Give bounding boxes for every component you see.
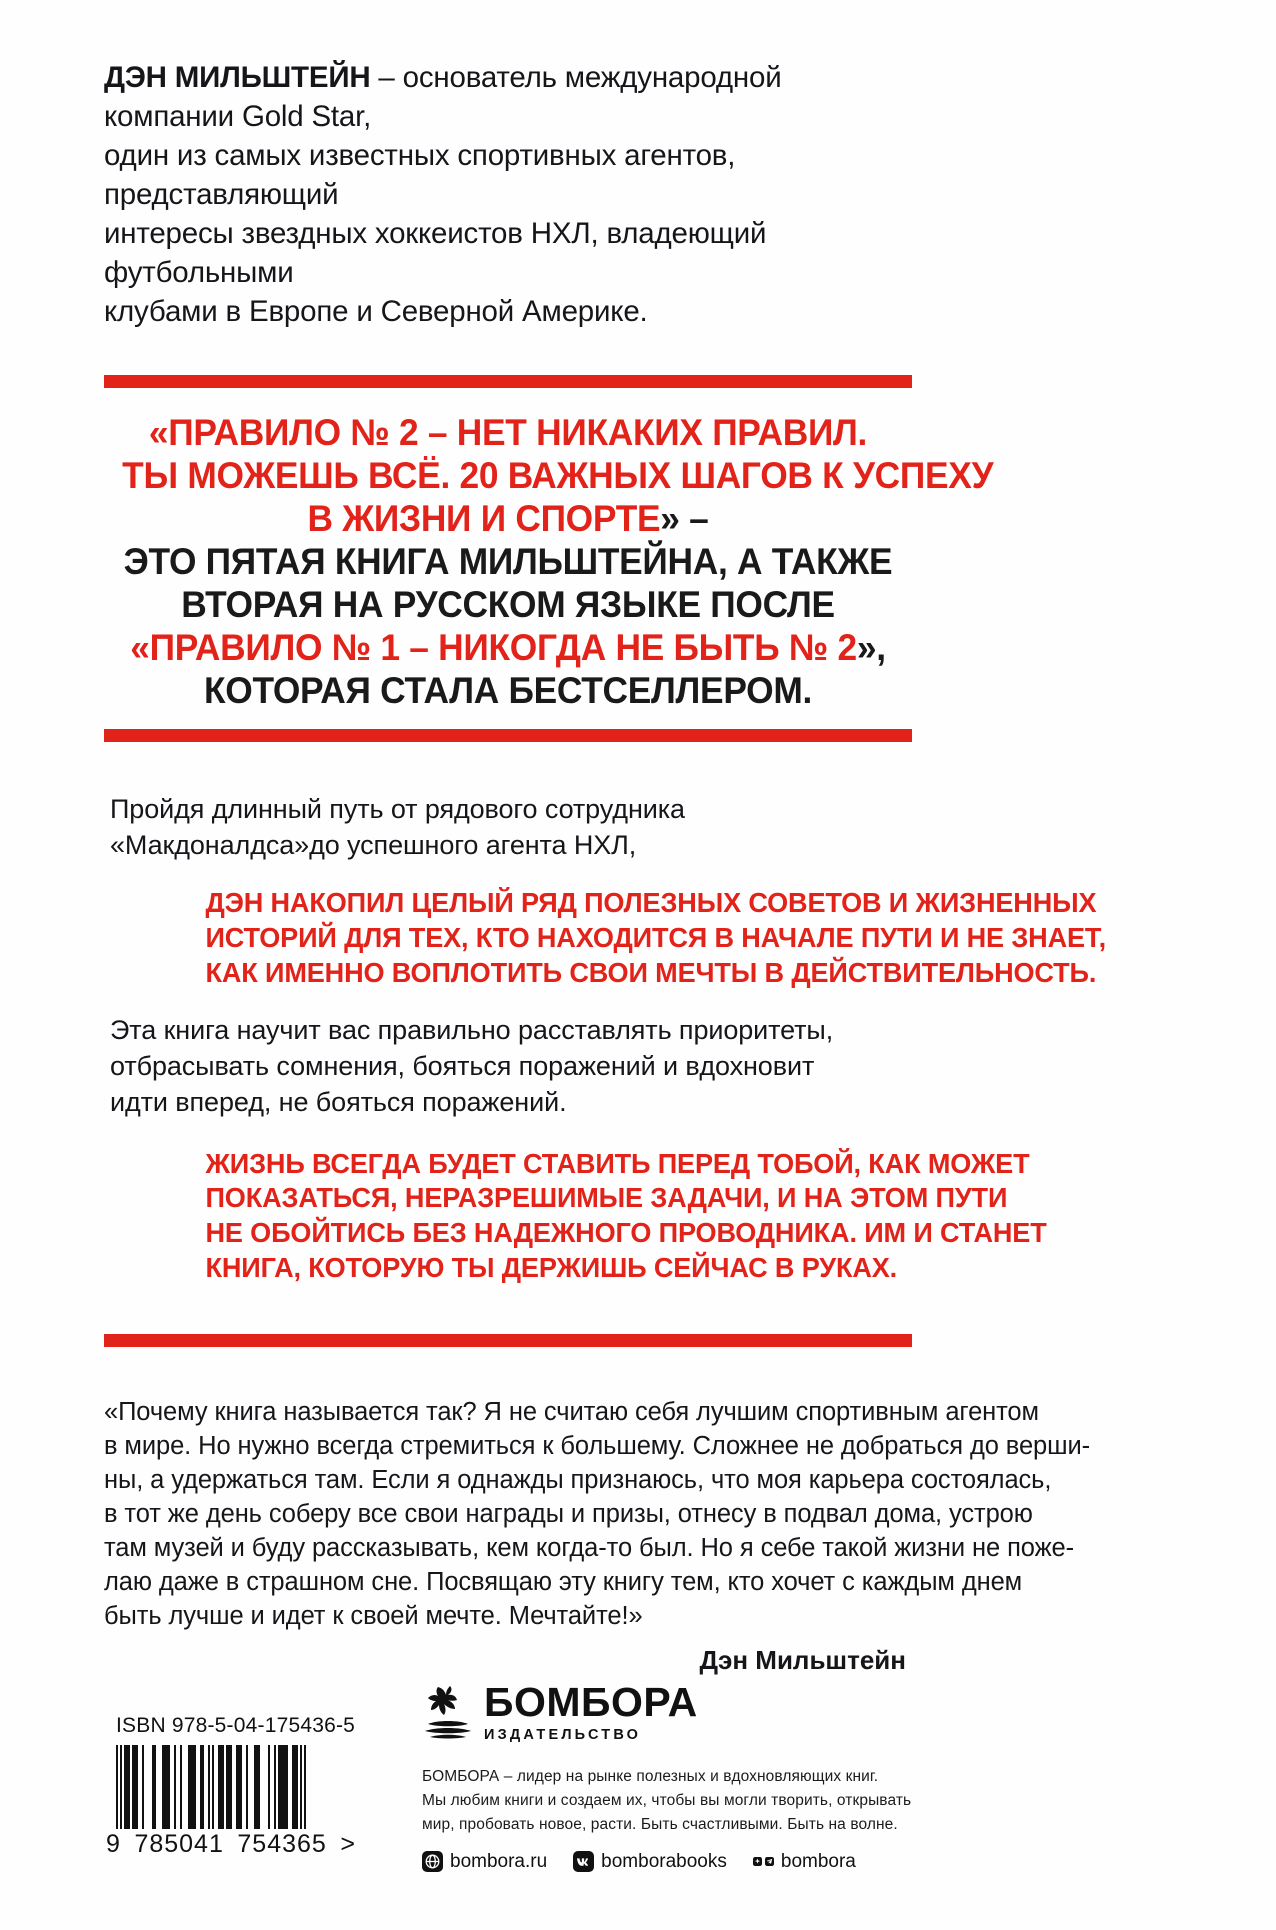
isbn-label: ISBN 978-5-04-175436-5	[116, 1714, 356, 1737]
publisher-blurb-line-2: Мы любим книги и создаем их, чтобы вы могли творить, открывать	[422, 1791, 912, 1809]
vk-icon	[573, 1851, 594, 1872]
barcode-area	[104, 1672, 364, 1859]
barcode-digit-group-3: 754365	[237, 1830, 327, 1858]
headline-block	[122, 411, 994, 713]
globe-icon	[422, 1851, 443, 1872]
body-paragraph-2-line-1: Эта книга научит вас правильно расставлять приоритеты,	[110, 1014, 834, 1045]
publisher-blurb-line-3: мир, пробовать новое, расти. Быть счастливыми. Быть на волне.	[422, 1815, 898, 1833]
barcode-digit-group-4: >	[340, 1830, 356, 1858]
intro-line-4: клубами в Европе и Северной Америке.	[104, 295, 648, 329]
quote-line-1: «Почему книга называется так? Я не считаю себя лучшим спортивным агентом	[104, 1398, 1039, 1427]
headline-line-1: «ПРАВИЛО № 2 – НЕТ НИКАКИХ ПРАВИЛ.	[148, 411, 868, 453]
publisher-area	[422, 1672, 922, 1873]
middle-section	[104, 792, 1106, 1286]
intro-line-3: интересы звездных хоккеистов НХЛ, владеющий футбольными	[104, 217, 767, 290]
barcode-digit-group-2: 785041	[134, 1830, 224, 1858]
body-paragraph-2	[104, 1013, 912, 1121]
body-paragraph-1-line-1: Пройдя длинный путь от рядового сотрудника	[110, 794, 685, 825]
quote-line-4: в тот же день соберу все свои награды и призы, отнесу в подвал дома, устрою	[104, 1500, 1033, 1529]
intro-line-1: – основатель международной компании Gold Star,	[104, 61, 782, 134]
bombora-mark-icon	[422, 1684, 474, 1740]
author-intro-paragraph	[104, 58, 912, 332]
red-callout-2	[104, 1147, 1047, 1287]
intro-line-2: один из самых известных спортивных агентов, представляющий	[104, 139, 736, 212]
headline-line-3-red: В ЖИЗНИ И СПОРТЕ	[307, 497, 661, 539]
publisher-subtitle: ИЗДАТЕЛЬСТВО	[484, 1727, 642, 1743]
headline-line-6	[122, 626, 894, 669]
publisher-logo-row	[422, 1679, 922, 1743]
red-callout-1-line-1: ДЭН НАКОПИЛ ЦЕЛЫЙ РЯД ПОЛЕЗНЫХ СОВЕТОВ И ЖИЗНЕННЫХ	[205, 887, 1097, 919]
headline-line-3	[122, 497, 894, 540]
red-callout-2-line-4: КНИГА, КОТОРУЮ ТЫ ДЕРЖИШЬ СЕЙЧАС В РУКАХ.	[205, 1252, 898, 1284]
headline-line-3-black: » –	[660, 497, 709, 539]
publisher-blurb	[422, 1765, 922, 1837]
headline-line-7: КОТОРАЯ СТАЛА БЕСТСЕЛЛЕРОМ.	[203, 670, 813, 712]
red-callout-2-line-3: НЕ ОБОЙТИСЬ БЕЗ НАДЕЖНОГО ПРОВОДНИКА. ИМ И СТАНЕТ	[205, 1217, 1047, 1249]
quote-line-2: в мире. Но нужно всегда стремиться к большему. Сложнее не добраться до верши-	[104, 1432, 1091, 1461]
social-link-website[interactable]	[422, 1851, 547, 1873]
quote-signature: Дэн Мильштейн	[699, 1645, 906, 1676]
author-quote	[104, 1395, 1091, 1633]
quote-line-6: лаю даже в страшном сне. Посвящаю эту книгу тем, кто хочет с каждым днем	[104, 1568, 1023, 1597]
headline-line-4: ЭТО ПЯТАЯ КНИГА МИЛЬШТЕЙНА, А ТАКЖЕ	[123, 540, 893, 582]
social-label-vk: bomborabooks	[601, 1850, 727, 1872]
divider-rule-top	[104, 375, 912, 388]
headline-line-2: ТЫ МОЖЕШЬ ВСЁ. 20 ВАЖНЫХ ШАГОВ К УСПЕХУ	[122, 454, 994, 496]
social-label-telegram: bombora	[780, 1850, 856, 1872]
quote-line-7: быть лучше и идет к своей мечте. Мечтайте!»	[104, 1602, 643, 1631]
headline-line-6-black: »,	[856, 627, 886, 669]
social-label-website: bombora.ru	[450, 1850, 548, 1872]
quote-line-3: ны, а удержаться там. Если я однажды признаюсь, что моя карьера состоялась,	[104, 1466, 1052, 1495]
body-paragraph-1-line-2: «Макдоналдса»до успешного агента НХЛ,	[110, 830, 637, 861]
divider-rule-under-headline	[104, 729, 912, 742]
social-link-telegram[interactable]	[753, 1851, 856, 1873]
publisher-wordmark	[484, 1679, 698, 1743]
telegram-icon	[753, 1851, 774, 1872]
headline-line-5: ВТОРАЯ НА РУССКОМ ЯЗЫКЕ ПОСЛЕ	[181, 583, 835, 625]
barcode-digit-group-1: 9	[106, 1830, 121, 1858]
social-link-vk[interactable]	[573, 1851, 727, 1873]
publisher-blurb-line-1: БОМБОРА – лидер на рынке полезных и вдохновляющих книг.	[422, 1767, 879, 1785]
quote-line-5: там музей и буду рассказывать, кем когда-то был. Но я себе такой жизни не поже-	[104, 1534, 1075, 1563]
red-callout-1	[104, 886, 1106, 991]
isbn-barcode	[116, 1745, 348, 1829]
publisher-name: БОМБОРА	[484, 1679, 698, 1725]
cover-footer	[104, 1672, 924, 1873]
red-callout-2-line-1: ЖИЗНЬ ВСЕГДА БУДЕТ СТАВИТЬ ПЕРЕД ТОБОЙ, КАК МОЖЕТ	[205, 1147, 1030, 1179]
divider-rule-above-quote	[104, 1334, 912, 1347]
red-callout-2-line-2: ПОКАЗАТЬСЯ, НЕРАЗРЕШИМЫЕ ЗАДАЧИ, И НА ЭТОМ ПУТИ	[205, 1182, 1008, 1214]
body-paragraph-2-line-3: идти вперед, не бояться поражений.	[110, 1086, 567, 1117]
red-callout-1-line-2: ИСТОРИЙ ДЛЯ ТЕХ, КТО НАХОДИТСЯ В НАЧАЛЕ ПУТИ И НЕ ЗНАЕТ,	[205, 921, 1106, 953]
body-paragraph-1	[104, 792, 912, 864]
barcode-digits	[106, 1830, 356, 1859]
social-links	[422, 1851, 922, 1873]
cover-content	[104, 0, 1106, 1676]
headline-line-6-red: «ПРАВИЛО № 1 – НИКОГДА НЕ БЫТЬ № 2	[130, 627, 857, 669]
red-callout-1-line-3: КАК ИМЕННО ВОПЛОТИТЬ СВОИ МЕЧТЫ В ДЕЙСТВИТЕЛЬНОСТЬ.	[205, 956, 1097, 988]
author-name: ДЭН МИЛЬШТЕЙН	[104, 61, 371, 94]
body-paragraph-2-line-2: отбрасывать сомнения, бояться поражений и вдохновит	[110, 1050, 815, 1081]
